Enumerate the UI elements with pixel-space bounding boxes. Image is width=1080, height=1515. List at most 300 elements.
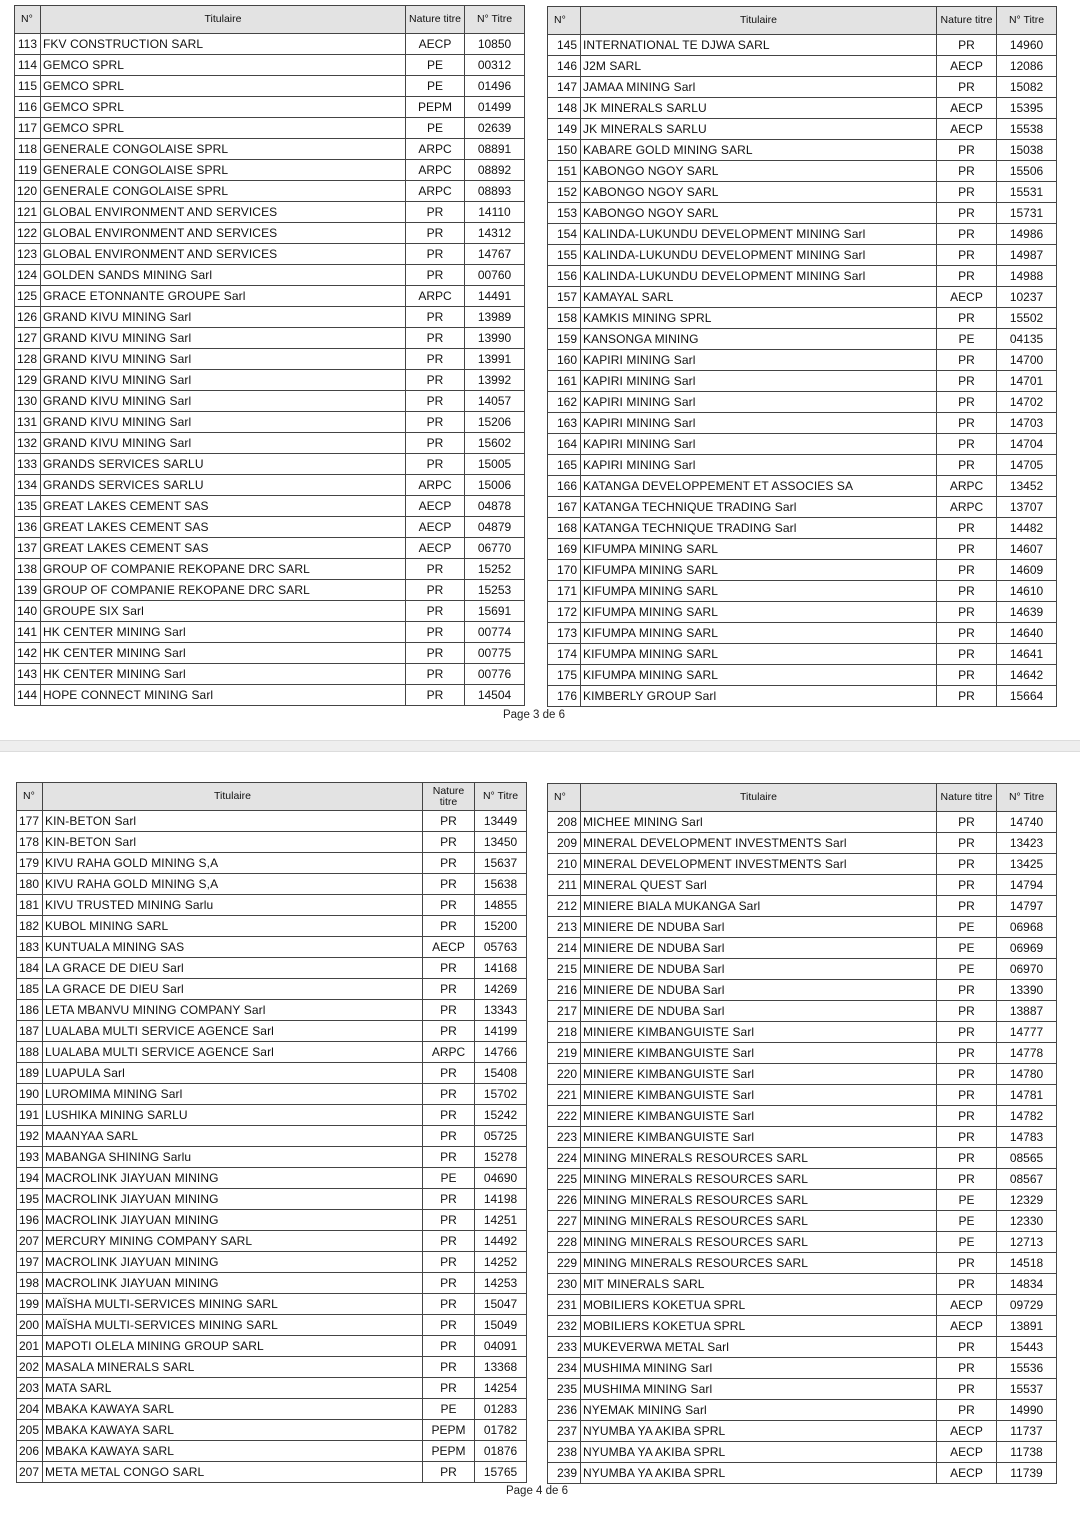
row-number: 181 (17, 895, 43, 916)
titulaire-name: GEMCO SPRL (41, 118, 406, 139)
table-row (17, 1189, 527, 1210)
table-row (17, 958, 527, 979)
table-row (548, 245, 1057, 266)
nature-titre: PR (423, 1021, 475, 1042)
titulaire-name: MAÏSHA MULTI-SERVICES MINING SARL (43, 1315, 423, 1336)
table-row (17, 853, 527, 874)
titulaire-name: KAPIRI MINING Sarl (581, 455, 937, 476)
nature-titre: PR (406, 454, 465, 475)
row-number: 229 (548, 1253, 581, 1274)
titulaire-name: MOBILIERS KOKETUA SPRL (581, 1295, 937, 1316)
row-number: 116 (15, 97, 41, 118)
numero-titre: 14704 (997, 434, 1057, 455)
table-row (15, 538, 525, 559)
table-row (548, 1127, 1057, 1148)
titulaire-name: JAMAA MINING Sarl (581, 77, 937, 98)
table-row (548, 1358, 1057, 1379)
table-row (548, 980, 1057, 1001)
titulaire-name: HOPE CONNECT MINING Sarl (41, 685, 406, 706)
numero-titre: 15408 (475, 1063, 527, 1084)
numero-titre: 14766 (475, 1042, 527, 1063)
row-number: 232 (548, 1316, 581, 1337)
table-row (17, 874, 527, 895)
page-footer: Page 3 de 6 (502, 709, 566, 721)
table-row (15, 433, 525, 454)
nature-titre: PR (937, 854, 997, 875)
row-number: 161 (548, 371, 581, 392)
numero-titre: 15006 (465, 475, 525, 496)
titulaire-name: GROUPE SIX Sarl (41, 601, 406, 622)
row-number: 196 (17, 1210, 43, 1231)
row-number: 162 (548, 392, 581, 413)
titulaire-name: MACROLINK JIAYUAN MINING (43, 1273, 423, 1294)
nature-titre: PR (423, 1462, 475, 1483)
numero-titre: 15506 (997, 161, 1057, 182)
table-row (548, 1148, 1057, 1169)
row-number: 156 (548, 266, 581, 287)
table-header (548, 7, 1057, 35)
row-number: 127 (15, 328, 41, 349)
header-nature-titre: Nature titre (406, 6, 465, 34)
nature-titre: PE (937, 329, 997, 350)
row-number: 143 (15, 664, 41, 685)
row-number: 209 (548, 833, 581, 854)
numero-titre: 13390 (997, 980, 1057, 1001)
table-row (548, 623, 1057, 644)
titulaire-name: KIFUMPA MINING SARL (581, 665, 937, 686)
row-number: 197 (17, 1252, 43, 1273)
table-row (15, 223, 525, 244)
row-number: 169 (548, 539, 581, 560)
table-header (17, 783, 527, 811)
numero-titre: 14702 (997, 392, 1057, 413)
nature-titre: PR (937, 602, 997, 623)
row-number: 141 (15, 622, 41, 643)
nature-titre: PR (937, 812, 997, 833)
nature-titre: PR (937, 581, 997, 602)
nature-titre: PR (423, 1336, 475, 1357)
table-row (15, 160, 525, 181)
titulaire-name: LUAPULA Sarl (43, 1063, 423, 1084)
row-number: 238 (548, 1442, 581, 1463)
row-number: 173 (548, 623, 581, 644)
document-page-3 (0, 0, 1080, 740)
nature-titre: PR (423, 811, 475, 832)
numero-titre: 15664 (997, 686, 1057, 707)
nature-titre: AECP (937, 1463, 997, 1484)
nature-titre: PR (406, 370, 465, 391)
table-row (548, 98, 1057, 119)
numero-titre: 08565 (997, 1148, 1057, 1169)
table-row (548, 917, 1057, 938)
row-number: 168 (548, 518, 581, 539)
titulaire-name: MINIERE KIMBANGUISTE Sarl (581, 1022, 937, 1043)
nature-titre: PR (406, 244, 465, 265)
nature-titre: PR (937, 1022, 997, 1043)
numero-titre: 00775 (465, 643, 525, 664)
row-number: 165 (548, 455, 581, 476)
nature-titre: PR (937, 1337, 997, 1358)
nature-titre: AECP (937, 98, 997, 119)
numero-titre: 14639 (997, 602, 1057, 623)
table-row (548, 1400, 1057, 1421)
row-number: 228 (548, 1232, 581, 1253)
nature-titre: PR (937, 1379, 997, 1400)
nature-titre: PR (937, 1148, 997, 1169)
titulaire-name: MINIERE DE NDUBA Sarl (581, 1001, 937, 1022)
titulaire-name: JK MINERALS SARLU (581, 98, 937, 119)
nature-titre: AECP (406, 517, 465, 538)
titulaire-name: MOBILIERS KOKETUA SPRL (581, 1316, 937, 1337)
numero-titre: 14740 (997, 812, 1057, 833)
nature-titre: PR (406, 433, 465, 454)
titulaire-name: GROUP OF COMPANIE REKOPANE DRC SARL (41, 580, 406, 601)
row-number: 186 (17, 1000, 43, 1021)
row-number: 204 (17, 1399, 43, 1420)
row-number: 119 (15, 160, 41, 181)
titulaire-name: NYEMAK MINING Sarl (581, 1400, 937, 1421)
table-row (548, 602, 1057, 623)
table-row (548, 938, 1057, 959)
table-row (548, 1274, 1057, 1295)
row-number: 114 (15, 55, 41, 76)
titulaire-name: GRAND KIVU MINING Sarl (41, 370, 406, 391)
nature-titre: PR (937, 224, 997, 245)
table-row (548, 518, 1057, 539)
nature-titre: PEPM (423, 1441, 475, 1462)
nature-titre: ARPC (406, 475, 465, 496)
table-row (15, 664, 525, 685)
table-row (17, 1357, 527, 1378)
titulaire-name: MASALA MINERALS SARL (43, 1357, 423, 1378)
row-number: 217 (548, 1001, 581, 1022)
numero-titre: 06969 (997, 938, 1057, 959)
row-number: 174 (548, 644, 581, 665)
numero-titre: 14988 (997, 266, 1057, 287)
table-row (17, 1336, 527, 1357)
header-no: N° (548, 784, 581, 812)
table-row (548, 77, 1057, 98)
row-number: 164 (548, 434, 581, 455)
table-row (548, 812, 1057, 833)
table-row (548, 266, 1057, 287)
numero-titre: 13887 (997, 1001, 1057, 1022)
titulaire-name: GLOBAL ENVIRONMENT AND SERVICES (41, 223, 406, 244)
titulaire-name: GRAND KIVU MINING Sarl (41, 391, 406, 412)
numero-titre: 15502 (997, 308, 1057, 329)
table-row (548, 308, 1057, 329)
titulaire-name: GRAND KIVU MINING Sarl (41, 433, 406, 454)
table-row (17, 1021, 527, 1042)
row-number: 117 (15, 118, 41, 139)
row-number: 166 (548, 476, 581, 497)
header-nature-titre: Nature titre (937, 7, 997, 35)
row-number: 124 (15, 265, 41, 286)
numero-titre: 00760 (465, 265, 525, 286)
numero-titre: 14987 (997, 245, 1057, 266)
nature-titre: PR (406, 685, 465, 706)
numero-titre: 12713 (997, 1232, 1057, 1253)
nature-titre: PE (937, 1211, 997, 1232)
table-row (548, 182, 1057, 203)
table-row (17, 832, 527, 853)
titulaire-name: GRAND KIVU MINING Sarl (41, 412, 406, 433)
table-row (17, 937, 527, 958)
row-number: 180 (17, 874, 43, 895)
numero-titre: 14855 (475, 895, 527, 916)
row-number: 224 (548, 1148, 581, 1169)
numero-titre: 14482 (997, 518, 1057, 539)
titulaire-name: MINIERE DE NDUBA Sarl (581, 938, 937, 959)
titulaire-name: GLOBAL ENVIRONMENT AND SERVICES (41, 202, 406, 223)
titulaire-name: KAMAYAL SARL (581, 287, 937, 308)
table-row (548, 476, 1057, 497)
numero-titre: 14767 (465, 244, 525, 265)
nature-titre: PR (406, 265, 465, 286)
row-number: 218 (548, 1022, 581, 1043)
table-header (15, 6, 525, 34)
numero-titre: 14703 (997, 413, 1057, 434)
header-numero-titre: N° Titre (997, 7, 1057, 35)
titulaire-name: GENERALE CONGOLAISE SPRL (41, 139, 406, 160)
row-number: 207 (17, 1462, 43, 1483)
nature-titre: PR (937, 1064, 997, 1085)
numero-titre: 04878 (465, 496, 525, 517)
titulaire-table-left (16, 782, 527, 1483)
titulaire-name: MINERAL DEVELOPMENT INVESTMENTS Sarl (581, 854, 937, 875)
row-number: 154 (548, 224, 581, 245)
nature-titre: PR (937, 350, 997, 371)
numero-titre: 14642 (997, 665, 1057, 686)
row-number: 139 (15, 580, 41, 601)
header-numero-titre: N° Titre (475, 783, 527, 811)
row-number: 188 (17, 1042, 43, 1063)
table-row (17, 1105, 527, 1126)
numero-titre: 05725 (475, 1126, 527, 1147)
table-row (548, 1190, 1057, 1211)
titulaire-name: MINIERE DE NDUBA Sarl (581, 980, 937, 1001)
row-number: 159 (548, 329, 581, 350)
table-row (548, 1337, 1057, 1358)
nature-titre: PE (937, 938, 997, 959)
table-row (548, 350, 1057, 371)
titulaire-name: KIFUMPA MINING SARL (581, 602, 937, 623)
nature-titre: PR (423, 1189, 475, 1210)
row-number: 133 (15, 454, 41, 475)
numero-titre: 14797 (997, 896, 1057, 917)
table-row (548, 455, 1057, 476)
titulaire-name: INTERNATIONAL TE DJWA SARL (581, 35, 937, 56)
row-number: 189 (17, 1063, 43, 1084)
row-number: 148 (548, 98, 581, 119)
nature-titre: PR (937, 1400, 997, 1421)
titulaire-name: MBAKA KAWAYA SARL (43, 1420, 423, 1441)
nature-titre: PE (406, 55, 465, 76)
numero-titre: 10850 (465, 34, 525, 55)
nature-titre: PR (937, 308, 997, 329)
titulaire-name: KABONGO NGOY SARL (581, 182, 937, 203)
table-row (548, 1064, 1057, 1085)
titulaire-name: GOLDEN SANDS MINING Sarl (41, 265, 406, 286)
table-row (15, 643, 525, 664)
table-row (17, 916, 527, 937)
table-row (17, 1000, 527, 1021)
row-number: 213 (548, 917, 581, 938)
numero-titre: 15443 (997, 1337, 1057, 1358)
table-row (15, 202, 525, 223)
titulaire-name: MINIERE DE NDUBA Sarl (581, 959, 937, 980)
table-row (15, 307, 525, 328)
row-number: 155 (548, 245, 581, 266)
row-number: 135 (15, 496, 41, 517)
table-row (548, 665, 1057, 686)
nature-titre: PR (937, 203, 997, 224)
titulaire-name: GREAT LAKES CEMENT SAS (41, 538, 406, 559)
numero-titre: 14110 (465, 202, 525, 223)
row-number: 206 (17, 1441, 43, 1462)
numero-titre: 14252 (475, 1252, 527, 1273)
numero-titre: 15047 (475, 1294, 527, 1315)
row-number: 171 (548, 581, 581, 602)
numero-titre: 15531 (997, 182, 1057, 203)
row-number: 152 (548, 182, 581, 203)
titulaire-name: LUSHIKA MINING SARLU (43, 1105, 423, 1126)
numero-titre: 15278 (475, 1147, 527, 1168)
table-row (548, 686, 1057, 707)
numero-titre: 14312 (465, 223, 525, 244)
nature-titre: PR (937, 875, 997, 896)
row-number: 126 (15, 307, 41, 328)
numero-titre: 15253 (465, 580, 525, 601)
nature-titre: PR (406, 412, 465, 433)
numero-titre: 15765 (475, 1462, 527, 1483)
table-row (15, 559, 525, 580)
row-number: 239 (548, 1463, 581, 1484)
nature-titre: PR (423, 958, 475, 979)
titulaire-name: MINING MINERALS RESOURCES SARL (581, 1169, 937, 1190)
numero-titre: 14781 (997, 1085, 1057, 1106)
titulaire-name: MINING MINERALS RESOURCES SARL (581, 1190, 937, 1211)
nature-titre: PR (406, 643, 465, 664)
table-row (548, 1253, 1057, 1274)
titulaire-name: LUALABA MULTI SERVICE AGENCE Sarl (43, 1021, 423, 1042)
nature-titre: ARPC (937, 497, 997, 518)
nature-titre: PE (937, 917, 997, 938)
numero-titre: 15637 (475, 853, 527, 874)
nature-titre: AECP (406, 496, 465, 517)
numero-titre: 04135 (997, 329, 1057, 350)
row-number: 123 (15, 244, 41, 265)
titulaire-name: GREAT LAKES CEMENT SAS (41, 517, 406, 538)
numero-titre: 14986 (997, 224, 1057, 245)
table-row (548, 1316, 1057, 1337)
row-number: 128 (15, 349, 41, 370)
titulaire-name: KATANGA DEVELOPPEMENT ET ASSOCIES SA (581, 476, 937, 497)
numero-titre: 01496 (465, 76, 525, 97)
numero-titre: 01782 (475, 1420, 527, 1441)
table-row (15, 55, 525, 76)
row-number: 220 (548, 1064, 581, 1085)
table-row (548, 1043, 1057, 1064)
titulaire-name: LUROMIMA MINING Sarl (43, 1084, 423, 1105)
table-row (548, 1463, 1057, 1484)
titulaire-name: KUBOL MINING SARL (43, 916, 423, 937)
header-nature-titre: Nature titre (937, 784, 997, 812)
titulaire-name: MABANGA SHINING Sarlu (43, 1147, 423, 1168)
titulaire-name: GEMCO SPRL (41, 76, 406, 97)
row-number: 134 (15, 475, 41, 496)
numero-titre: 15206 (465, 412, 525, 433)
titulaire-name: KIVU TRUSTED MINING Sarlu (43, 895, 423, 916)
row-number: 129 (15, 370, 41, 391)
numero-titre: 14609 (997, 560, 1057, 581)
row-number: 202 (17, 1357, 43, 1378)
table-row (17, 895, 527, 916)
titulaire-name: J2M SARL (581, 56, 937, 77)
header-titulaire: Titulaire (41, 6, 406, 34)
table-row (17, 1252, 527, 1273)
table-row (548, 1379, 1057, 1400)
row-number: 227 (548, 1211, 581, 1232)
titulaire-name: GRANDS SERVICES SARLU (41, 454, 406, 475)
table-row (15, 118, 525, 139)
numero-titre: 10237 (997, 287, 1057, 308)
table-row (548, 1022, 1057, 1043)
table-row (17, 1147, 527, 1168)
nature-titre: ARPC (406, 160, 465, 181)
titulaire-name: GREAT LAKES CEMENT SAS (41, 496, 406, 517)
document-page-4 (0, 752, 1080, 1515)
header-no: N° (15, 6, 41, 34)
table-row (548, 392, 1057, 413)
titulaire-name: KAPIRI MINING Sarl (581, 371, 937, 392)
numero-titre: 15038 (997, 140, 1057, 161)
nature-titre: PR (937, 980, 997, 1001)
nature-titre: ARPC (937, 476, 997, 497)
row-number: 198 (17, 1273, 43, 1294)
nature-titre: PR (937, 1043, 997, 1064)
row-number: 192 (17, 1126, 43, 1147)
numero-titre: 13990 (465, 328, 525, 349)
nature-titre: PE (937, 959, 997, 980)
nature-titre: PR (423, 1210, 475, 1231)
titulaire-name: KIFUMPA MINING SARL (581, 644, 937, 665)
nature-titre: PR (406, 391, 465, 412)
nature-titre: PR (937, 686, 997, 707)
numero-titre: 14057 (465, 391, 525, 412)
nature-titre: PE (406, 118, 465, 139)
row-number: 146 (548, 56, 581, 77)
table-row (548, 833, 1057, 854)
row-number: 208 (548, 812, 581, 833)
titulaire-name: KIFUMPA MINING SARL (581, 539, 937, 560)
row-number: 120 (15, 181, 41, 202)
numero-titre: 15049 (475, 1315, 527, 1336)
numero-titre: 00774 (465, 622, 525, 643)
numero-titre: 14518 (997, 1253, 1057, 1274)
header-numero-titre: N° Titre (465, 6, 525, 34)
numero-titre: 14251 (475, 1210, 527, 1231)
row-number: 231 (548, 1295, 581, 1316)
numero-titre: 13450 (475, 832, 527, 853)
numero-titre: 13343 (475, 1000, 527, 1021)
numero-titre: 14199 (475, 1021, 527, 1042)
numero-titre: 14610 (997, 581, 1057, 602)
nature-titre: AECP (937, 1421, 997, 1442)
table-row (548, 161, 1057, 182)
row-number: 215 (548, 959, 581, 980)
nature-titre: PR (937, 560, 997, 581)
